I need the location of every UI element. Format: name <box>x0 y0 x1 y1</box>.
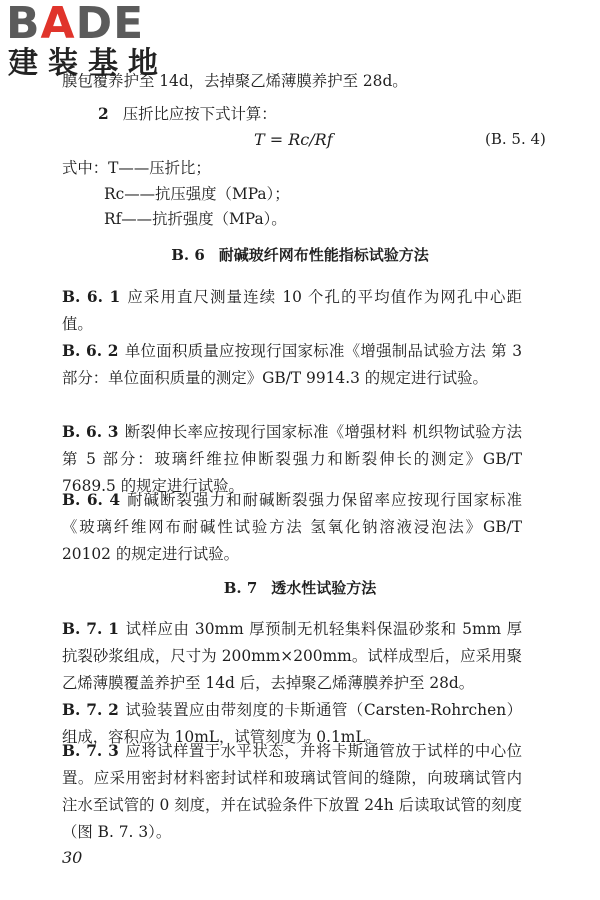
item-text: 压折比应按下式计算： <box>122 105 277 123</box>
section-title: 耐碱玻纤网布性能指标试验方法 <box>218 246 429 264</box>
clause-number: B. 7. 3 <box>62 742 119 760</box>
section-heading-b6 <box>0 244 600 265</box>
clause-text: 耐碱断裂强力和耐碱断裂强力保留率应按现行国家标准《玻璃纤维网布耐碱性试验方法 氢氧化钠溶液浸泡法》GB/T 20102 的规定进行试验。 <box>62 491 522 563</box>
clause-text: 应采用直尺测量连续 10 个孔的平均值作为网孔中心距值。 <box>62 288 523 333</box>
clause-text: 断裂伸长率应按现行国家标准《增强材料 机织物试验方法 第 5 部分：玻璃纤维拉伸断裂强力和断裂伸长的测定》GB/T 7689.5 的规定进行试验。 <box>62 423 522 495</box>
clause-b-6-1 <box>62 284 522 338</box>
clause-number: B. 7. 1 <box>62 620 120 638</box>
clause-b-7-1 <box>62 616 522 697</box>
definition-rc: Rc——抗压强度（MPa）； <box>104 185 290 203</box>
clause-b-7-3 <box>62 738 522 846</box>
page-number: 30 <box>62 848 83 867</box>
clause-text: 应将试样置于水平状态，并将卡斯通管放于试样的中心位置。应采用密封材料密封试样和玻璃试管间的缝隙，向玻璃试管内注水至试管的 0 刻度，并在试验条件下放置 24h 后读取试管的刻度（图 B. 7. 3）。 <box>62 742 522 841</box>
section-heading-b7 <box>0 577 600 598</box>
clause-number: B. 6. 2 <box>62 342 119 360</box>
clause-text: 试验装置应由带刻度的卡斯通管（Carsten-Rohrchen）组成，容积应为 10mL，试管刻度为 0.1mL。 <box>62 701 522 746</box>
clause-number: B. 6. 4 <box>62 491 121 509</box>
section-number: B. 7 <box>223 579 258 597</box>
definition-rf: Rf——抗折强度（MPa）。 <box>104 210 287 228</box>
clause-number: B. 6. 1 <box>62 288 121 306</box>
section-number: B. 6 <box>171 246 205 264</box>
clause-b-6-4 <box>62 487 522 568</box>
continued-line: 膜包覆养护至 14d，去掉聚乙烯薄膜养护至 28d。 <box>62 72 408 90</box>
formula-number: (B. 5. 4) <box>485 130 546 148</box>
item-2 <box>98 103 277 125</box>
clause-b-6-2 <box>62 338 522 392</box>
logo-subtitle: 建装基地 <box>8 46 168 81</box>
clause-number: B. 6. 3 <box>62 423 119 441</box>
clause-text: 试样应由 30mm 厚预制无机轻集料保温砂浆和 5mm 厚抗裂砂浆组成，尺寸为 200mm×200mm。试样成型后，应采用聚乙烯薄膜覆盖养护至 14d 后，去掉聚乙烯薄膜养护至 28d。 <box>62 620 523 692</box>
clause-text: 单位面积质量应按现行国家标准《增强制品试验方法 第 3 部分：单位面积质量的测定》GB/T 9914.3 的规定进行试验。 <box>62 342 523 387</box>
clause-number: B. 7. 2 <box>62 701 119 719</box>
section-title: 透水性试验方法 <box>271 579 377 597</box>
logo-wordmark: BADE <box>6 0 145 49</box>
where-clause: 式中：T——压折比； <box>62 159 211 177</box>
item-number: 2 <box>98 105 109 123</box>
formula: T = Rc/Rf <box>254 130 333 149</box>
